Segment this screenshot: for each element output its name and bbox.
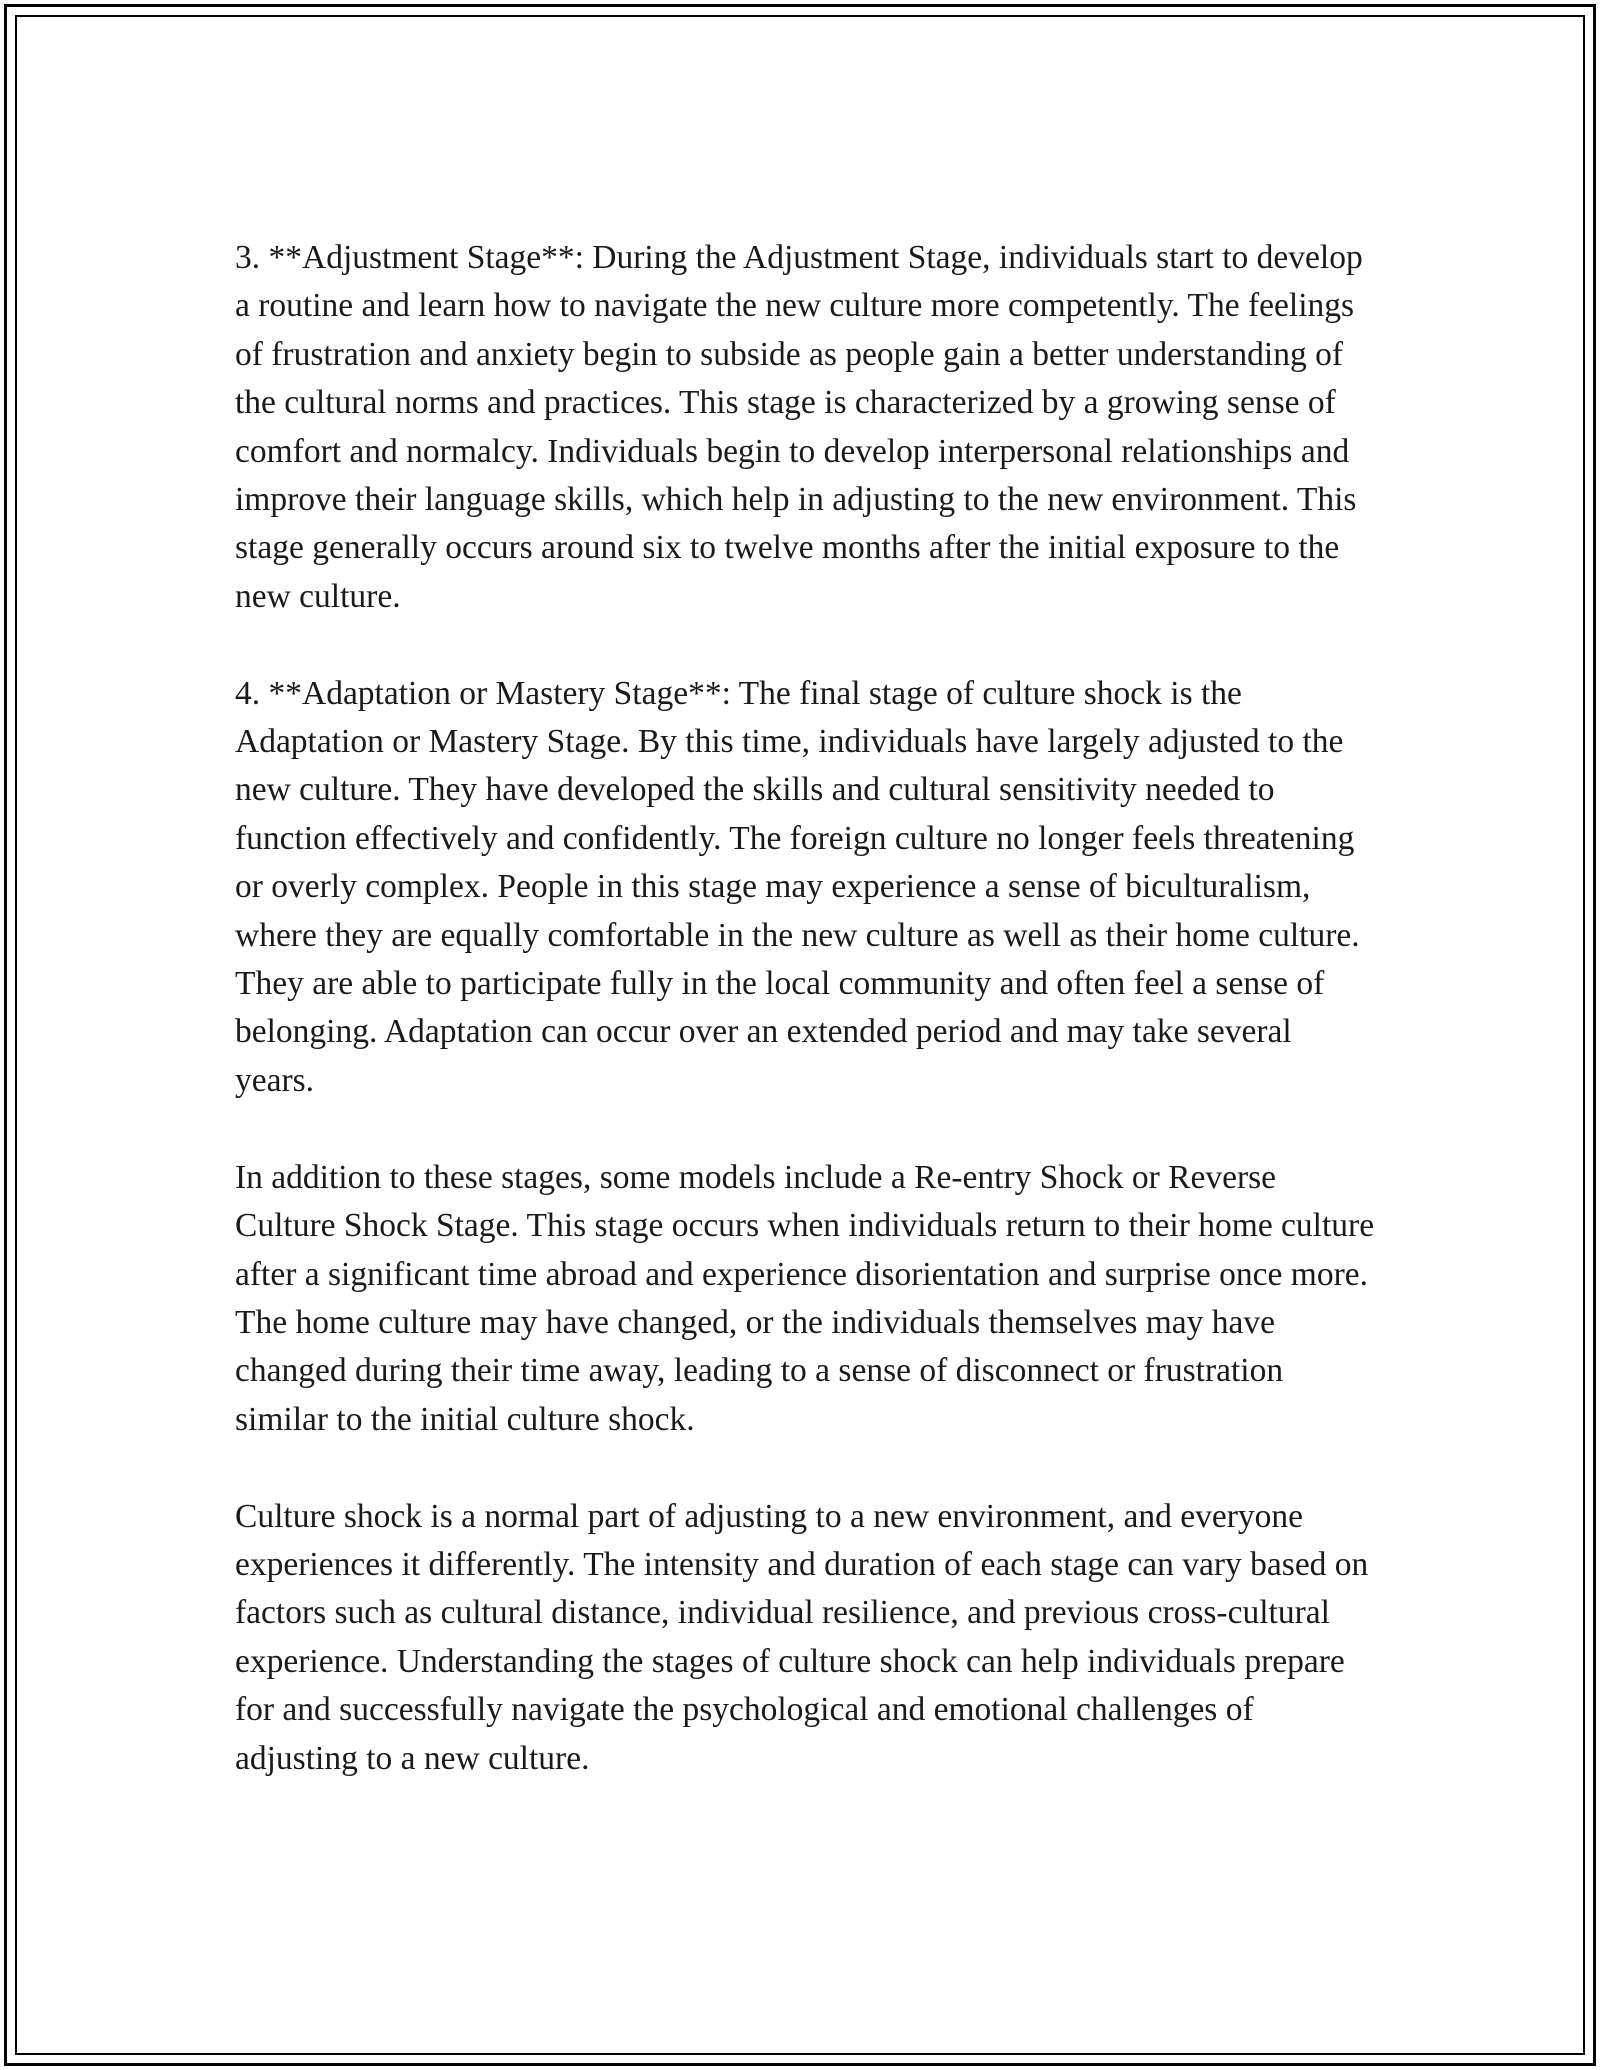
- paragraph-conclusion: Culture shock is a normal part of adjusting to a new environment, and everyone experiences it differently. The intensity and duration of each stage can vary based on factors such as cultural distance, individual resilience, and previous cross-cultural experience. Understanding the stages of culture shock can help individuals prepare for and successfully navigate the psychological and emotional challenges of adjusting to a new culture.: [235, 1497, 1369, 1777]
- paragraph-reentry-shock: In addition to these stages, some models include a Re-entry Shock or Reverse Culture Shock Stage. This stage occurs when individuals return to their home culture after a significant time abroad and experience disorientation and surprise once more. The home culture may have changed, or the individuals themselves may have changed during their time away, leading to a sense of disconnect or frustration similar to the initial culture shock.: [235, 1158, 1375, 1438]
- document-body: [235, 234, 1375, 1783]
- paragraph-adaptation-stage: 4. **Adaptation or Mastery Stage**: The final stage of culture shock is the Adaptation or Mastery Stage. By this time, individuals have largely adjusted to the new culture. They have developed the skills and cultural sensitivity needed to function effectively and confidently. The foreign culture no longer feels threatening or overly complex. People in this stage may experience a sense of biculturalism, where they are equally comfortable in the new culture as well as their home culture. They are able to participate fully in the local community and often feel a sense of belonging. Adaptation can occur over an extended period and may take several years.: [235, 674, 1360, 1099]
- paragraph-adjustment-stage: 3. **Adjustment Stage**: During the Adjustment Stage, individuals start to develop a routine and learn how to navigate the new culture more competently. The feelings of frustration and anxiety begin to subside as people gain a better understanding of the cultural norms and practices. This stage is characterized by a growing sense of comfort and normalcy. Individuals begin to develop interpersonal relationships and improve their language skills, which help in adjusting to the new environment. This stage generally occurs around six to twelve months after the initial exposure to the new culture.: [235, 239, 1363, 615]
